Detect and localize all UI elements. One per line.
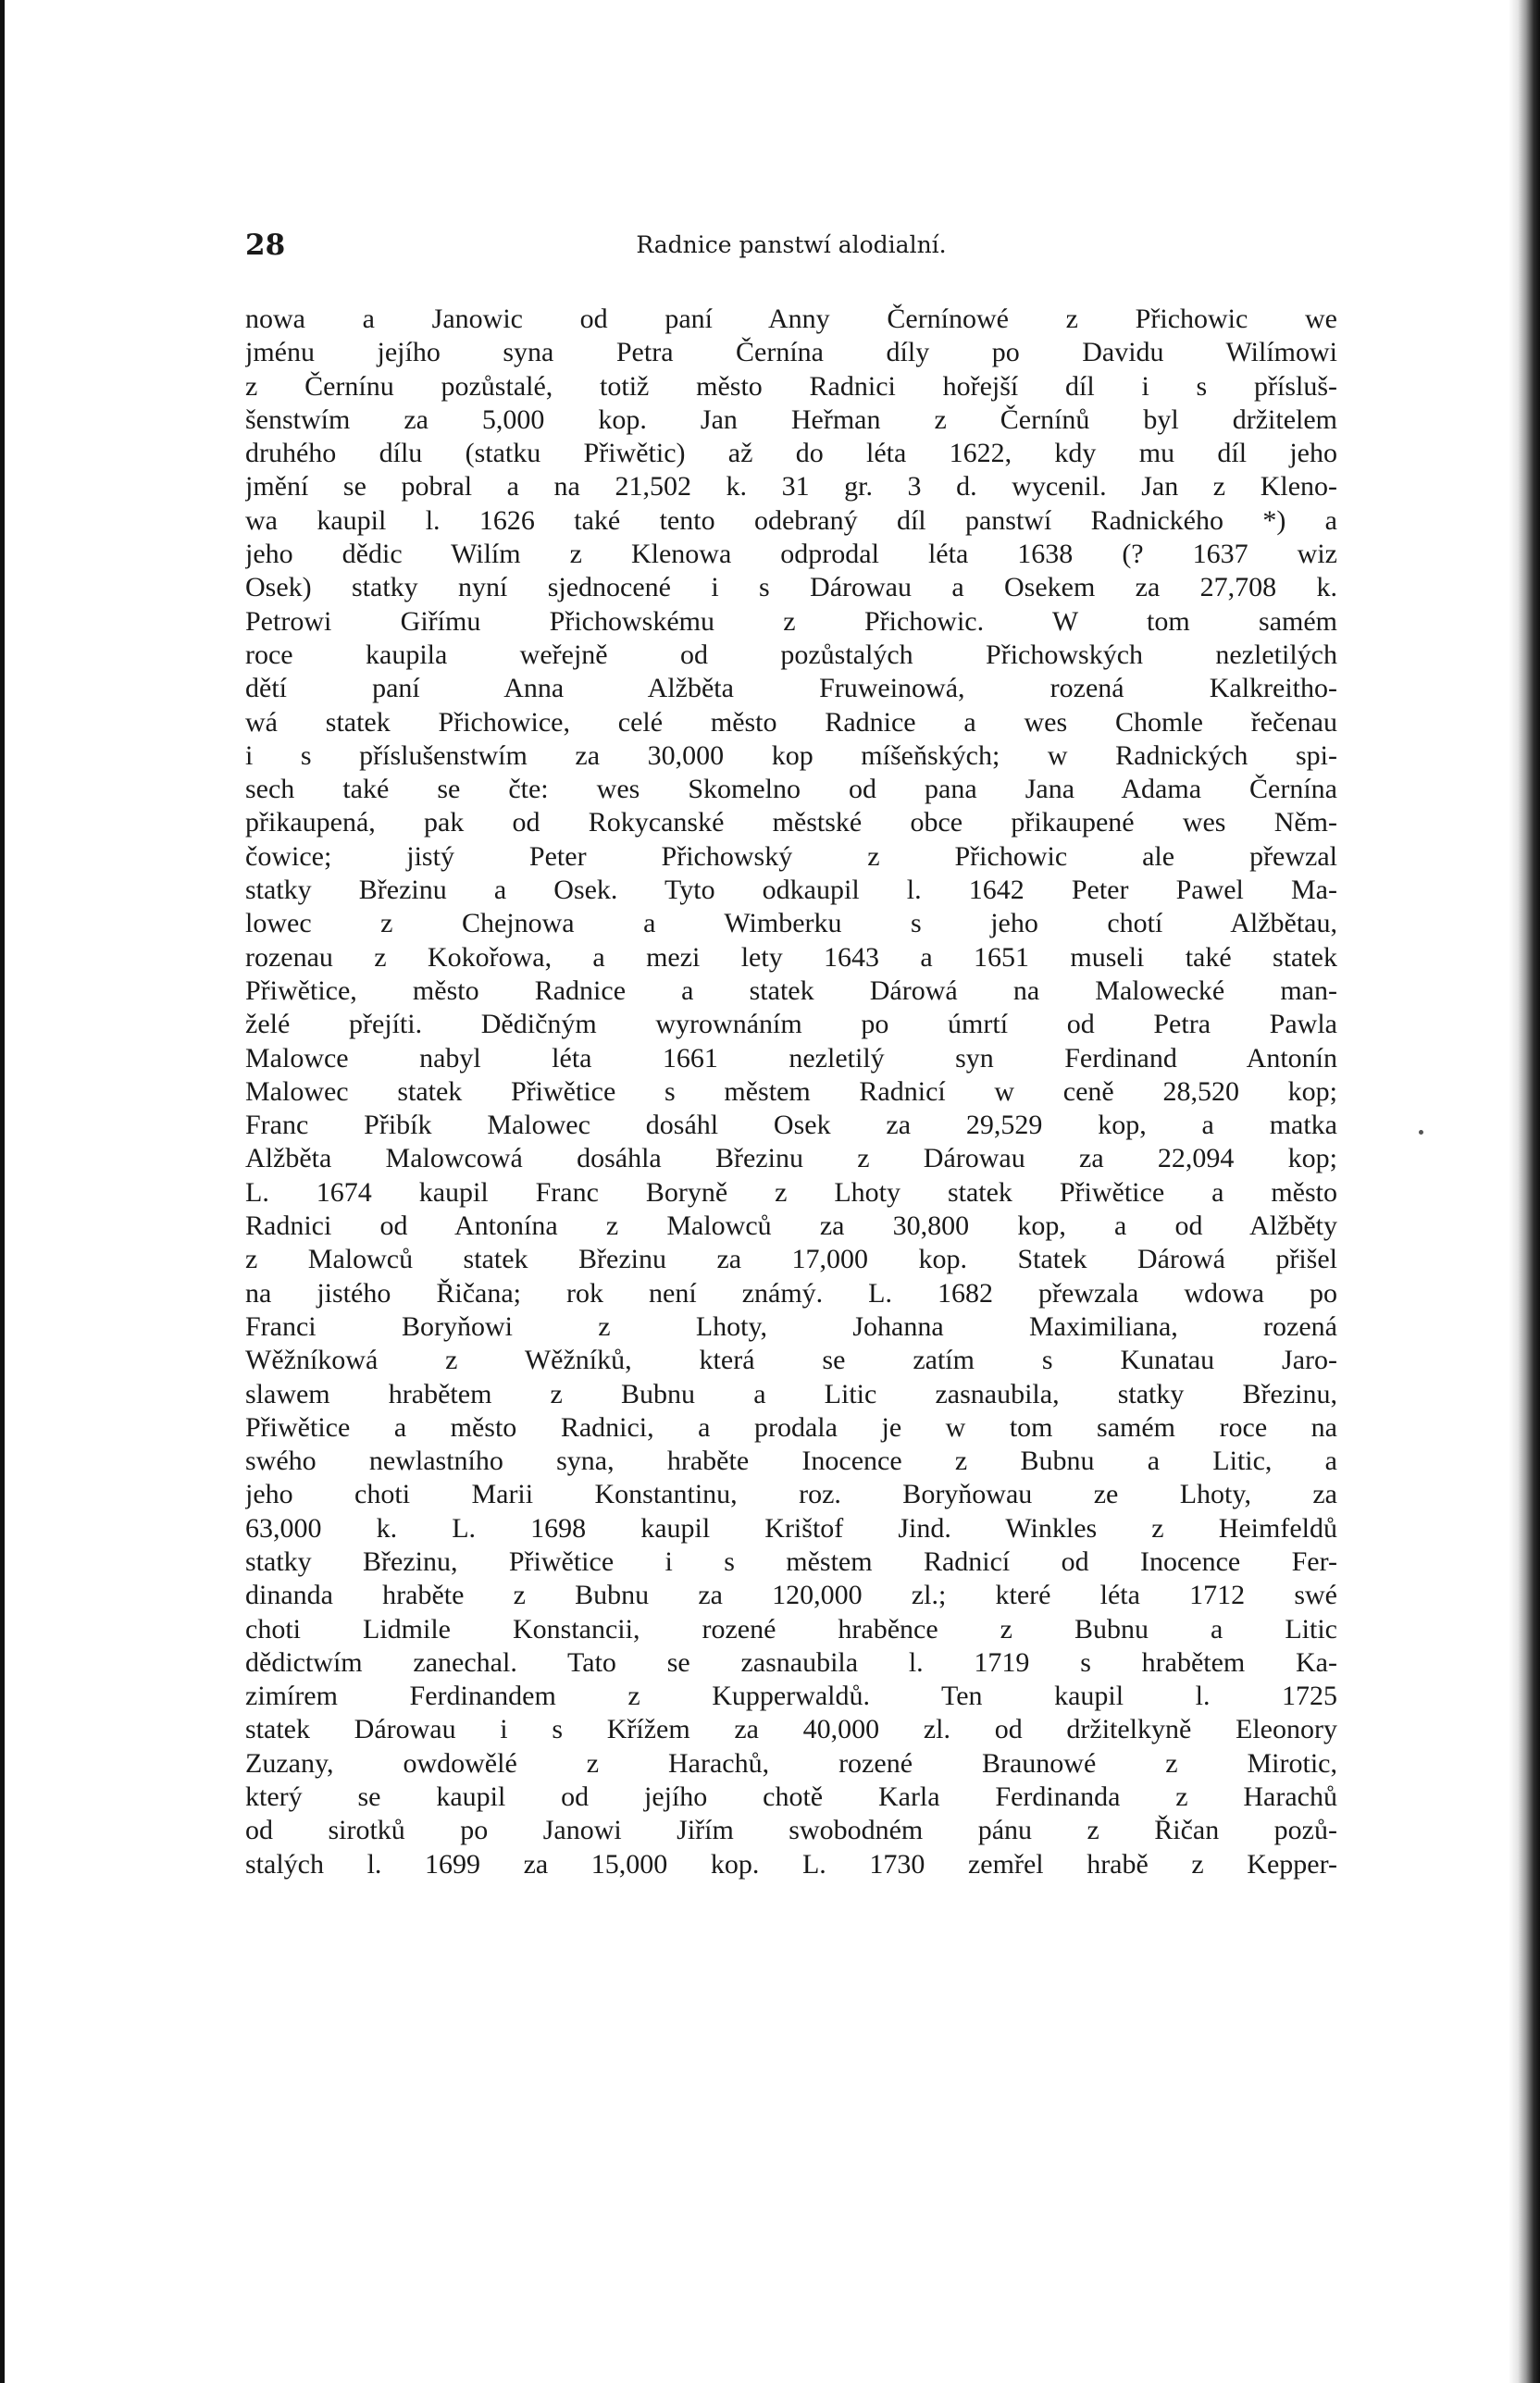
scan-speck xyxy=(1419,1130,1423,1135)
scan-binding-shadow xyxy=(1509,0,1540,2383)
text-line: swého newlastního syna, hraběte Inocence z Bubnu a Litic, a xyxy=(245,1446,1337,1477)
text-line: dětí paní Anna Alžběta Fruweinowá, rozená Kalkreitho- xyxy=(245,673,1337,704)
text-line: z Černínu pozůstalé, totiž město Radnici hořejší díl i s přísluš- xyxy=(245,370,1337,402)
text-line: šenstwím za 5,000 kop. Jan Heřman z Černínů byl držitelem xyxy=(245,403,1337,435)
text-line: wá statek Přichowice, celé město Radnice a wes Chomle řečenau xyxy=(245,706,1337,738)
text-line: choti Lidmile Konstancii, rozené hraběnce z Bubnu a Litic xyxy=(245,1613,1337,1645)
text-line: L. 1674 kaupil Franc Boryně z Lhoty statek Přiwětice a město xyxy=(245,1176,1337,1208)
text-line: Přiwětice a město Radnici, a prodala je w tom samém roce na xyxy=(245,1411,1337,1443)
text-line: dědictwím zanechal. Tato se zasnaubila l. 1719 s hrabětem Ka- xyxy=(245,1646,1337,1678)
text-line: Wěžníkowá z Wěžníků, která se zatím s Kunatau Jaro- xyxy=(245,1345,1337,1376)
text-line: Franc Přibík Malowec dosáhl Osek za 29,529 kop, a matka xyxy=(245,1110,1337,1141)
text-line: Petrowi Giřímu Přichowskému z Přichowic. W tom samém xyxy=(245,605,1337,637)
text-line: přikaupená, pak od Rokycanské městské obce přikaupené wes Něm- xyxy=(245,807,1337,838)
text-line: dinanda hraběte z Bubnu za 120,000 zl.; které léta 1712 swé xyxy=(245,1580,1337,1611)
body-text xyxy=(245,303,1337,1881)
text-line: lowec z Chejnowa a Wimberku s jeho chotí Alžbětau, xyxy=(245,908,1337,939)
text-line: želé přejíti. Dědičným wyrownáním po úmrtí od Petra Pawla xyxy=(245,1009,1337,1040)
text-line: statky Březinu a Osek. Tyto odkaupil l. 1642 Peter Pawel Ma- xyxy=(245,875,1337,906)
text-line: druhého dílu (statku Přiwětic) až do léta 1622, kdy mu díl jeho xyxy=(245,438,1337,469)
text-line: jménu jejího syna Petra Černína díly po Davidu Wilímowi xyxy=(245,337,1337,368)
page-number: 28 xyxy=(245,229,286,262)
text-line: stalých l. 1699 za 15,000 kop. L. 1730 zemřel hrabě z Kepper- xyxy=(245,1848,1337,1880)
text-line: roce kaupila weřejně od pozůstalých Přichowských nezletilých xyxy=(245,639,1337,670)
text-line: statek Dárowau i s Křížem za 40,000 zl. od držitelkyně Eleonory xyxy=(245,1714,1337,1745)
text-line: Radnici od Antonína z Malowců za 30,800 kop, a od Alžběty xyxy=(245,1210,1337,1242)
text-line: Osek) statky nyní sjednocené i s Dárowau a Osekem za 27,708 k. xyxy=(245,572,1337,603)
book-page xyxy=(245,227,1337,1881)
text-line: z Malowců statek Březinu za 17,000 kop. Statek Dárowá přišel xyxy=(245,1244,1337,1275)
text-line: jmění se pobral a na 21,502 k. 31 gr. 3 d. wycenil. Jan z Kleno- xyxy=(245,471,1337,503)
text-line: sech také se čte: wes Skomelno od pana Jana Adama Černína xyxy=(245,774,1337,805)
text-line: který se kaupil od jejího chotě Karla Ferdinanda z Harachů xyxy=(245,1781,1337,1813)
text-line: Malowce nabyl léta 1661 nezletilý syn Ferdinand Antonín xyxy=(245,1042,1337,1074)
text-line: wa kaupil l. 1626 také tento odebraný díl panstwí Radnického *) a xyxy=(245,504,1337,536)
text-line: čowice; jistý Peter Přichowský z Přichowic ale přewzal xyxy=(245,840,1337,872)
text-line: zimírem Ferdinandem z Kupperwaldů. Ten kaupil l. 1725 xyxy=(245,1681,1337,1712)
text-line: jeho choti Marii Konstantinu, roz. Boryňowau ze Lhoty, za xyxy=(245,1479,1337,1510)
text-line: i s příslušenstwím za 30,000 kop míšeňských; w Radnických spi- xyxy=(245,739,1337,771)
text-line: rozenau z Kokořowa, a mezi lety 1643 a 1651 museli také statek xyxy=(245,941,1337,973)
text-line: jeho dědic Wilím z Klenowa odprodal léta 1638 (? 1637 wiz xyxy=(245,539,1337,570)
text-line: 63,000 k. L. 1698 kaupil Krištof Jind. Winkles z Heimfeldů xyxy=(245,1512,1337,1544)
text-line: Franci Boryňowi z Lhoty, Johanna Maximiliana, rozená xyxy=(245,1310,1337,1342)
text-line: nowa a Janowic od paní Anny Černínowé z Přichowic we xyxy=(245,304,1337,334)
text-line: na jistého Řičana; rok není známý. L. 1682 přewzala wdowa po xyxy=(245,1277,1337,1309)
running-head xyxy=(245,227,1337,264)
text-line: Přiwětice, město Radnice a statek Dárowá na Malowecké man- xyxy=(245,974,1337,1006)
text-line: statky Březinu, Přiwětice i s městem Radnicí od Inocence Fer- xyxy=(245,1545,1337,1577)
running-title: Radnice panstwí alodialní. xyxy=(636,231,947,258)
text-line: Zuzany, owdowělé z Harachů, rozené Braunowé z Mirotic, xyxy=(245,1747,1337,1779)
text-line: Alžběta Malowcowá dosáhla Březinu z Dárowau za 22,094 kop; xyxy=(245,1143,1337,1174)
text-line: Malowec statek Přiwětice s městem Radnicí w ceně 28,520 kop; xyxy=(245,1075,1337,1107)
scan-left-edge xyxy=(0,0,5,2383)
text-line: slawem hrabětem z Bubnu a Litic zasnaubila, statky Březinu, xyxy=(245,1378,1337,1409)
text-line: od sirotků po Janowi Jiřím swobodném pánu z Řičan pozů- xyxy=(245,1815,1337,1846)
